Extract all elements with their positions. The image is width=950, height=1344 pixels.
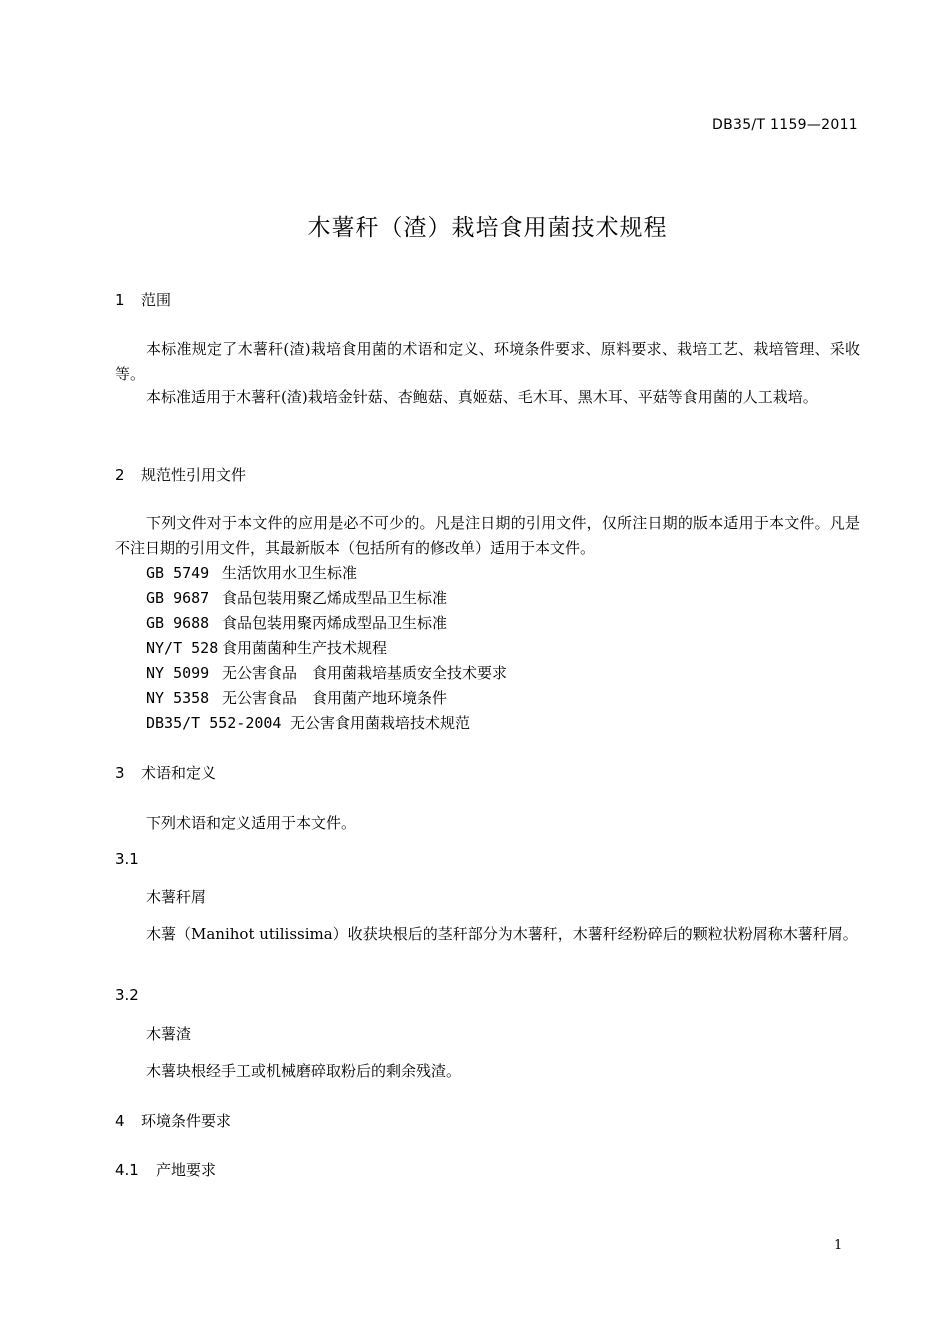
reference-item (146, 687, 447, 708)
reference-item (146, 562, 357, 583)
reference-item (146, 637, 387, 658)
reference-code: GB 9687 (146, 589, 210, 607)
paragraph: 本标准适用于木薯秆(渣)栽培金针菇、杏鲍菇、真姬菇、毛木耳、黑木耳、平菇等食用菌的人工栽培。 (146, 388, 818, 406)
reference-name: 食品包装用聚乙烯成型品卫生标准 (222, 589, 448, 607)
section-number: 2 (115, 466, 125, 484)
reference-code: GB 5749 (146, 564, 210, 582)
term-title: 木薯渣 (146, 1025, 192, 1043)
clause-number: 3.2 (115, 986, 139, 1004)
section-title: 环境条件要求 (141, 1112, 232, 1130)
section-title: 规范性引用文件 (141, 466, 247, 484)
section-number: 1 (115, 291, 125, 309)
reference-code: NY 5358 (146, 689, 210, 707)
section-1-heading (115, 289, 171, 310)
reference-code: GB 9688 (146, 614, 210, 632)
reference-name: 食品包装用聚丙烯成型品卫生标准 (222, 614, 448, 632)
clause-number: 3.1 (115, 850, 139, 868)
reference-item (146, 587, 447, 608)
reference-code: NY/T 528 (146, 639, 219, 657)
reference-item (146, 662, 507, 683)
subsection-title: 产地要求 (156, 1161, 217, 1179)
reference-code: NY 5099 (146, 664, 210, 682)
document-title: 木薯秆（渣）栽培食用菌技术规程 (307, 215, 668, 241)
term-definition: 木薯块根经手工或机械磨碎取粉后的剩余残渣。 (146, 1062, 462, 1080)
reference-name: 生活饮用水卫生标准 (222, 564, 358, 582)
reference-name: 无公害食品 食用菌产地环境条件 (222, 689, 448, 707)
reference-item (146, 712, 470, 733)
section-title: 术语和定义 (141, 764, 217, 782)
section-number: 3 (115, 764, 125, 782)
paragraph: 本标准规定了木薯秆(渣)栽培食用菌的术语和定义、环境条件要求、原料要求、栽培工艺、栽培管理、采收等。 (115, 340, 860, 383)
reference-name: 食用菌菌种生产技术规程 (222, 639, 388, 657)
subsection-4-1-heading (115, 1159, 216, 1180)
term-definition: 木薯（Manihot utilissima）收获块根后的茎秆部分为木薯秆，木薯秆经粉碎后的颗粒状粉屑称木薯秆屑。 (146, 925, 858, 943)
term-title: 木薯秆屑 (146, 888, 207, 906)
section-4-heading (115, 1110, 231, 1131)
paragraph: 下列文件对于本文件的应用是必不可少的。凡是注日期的引用文件，仅所注日期的版本适用于本文件。凡是不注日期的引用文件，其最新版本（包括所有的修改单）适用于本文件。 (115, 514, 860, 557)
reference-name: 无公害食用菌栽培技术规范 (290, 714, 471, 732)
reference-item (146, 612, 447, 633)
reference-name: 无公害食品 食用菌栽培基质安全技术要求 (222, 664, 508, 682)
page-number: 1 (834, 1238, 843, 1253)
section-3-heading (115, 762, 216, 783)
subsection-number: 4.1 (115, 1161, 139, 1179)
reference-code: DB35/T 552-2004 (146, 714, 282, 732)
paragraph: 下列术语和定义适用于本文件。 (146, 814, 357, 832)
section-2-heading (115, 464, 246, 485)
section-title: 范围 (141, 291, 172, 309)
section-number: 4 (115, 1112, 125, 1130)
standard-code: DB35/T 1159—2011 (712, 117, 858, 133)
